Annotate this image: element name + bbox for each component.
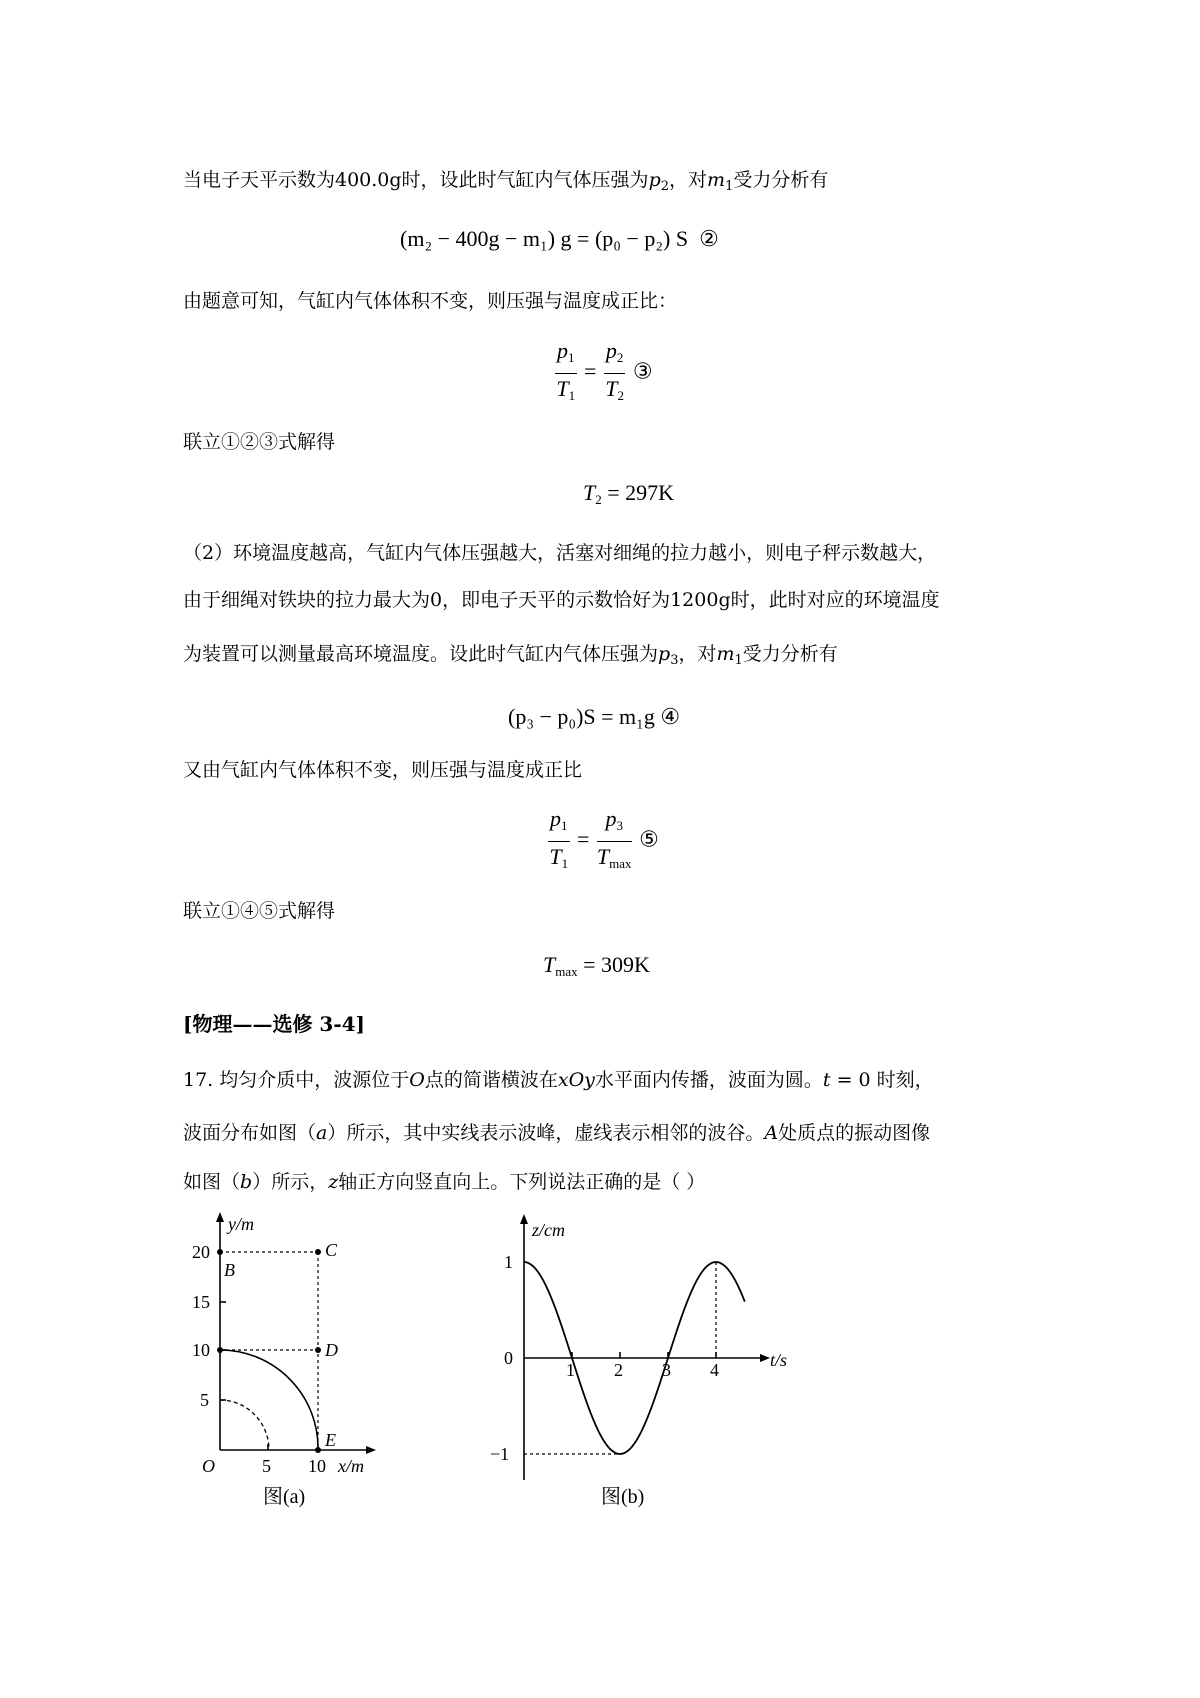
fraction-p1-t1: $\frac{p_1}{T_1}$	[556, 338, 576, 403]
y-tick-15: 15	[192, 1292, 210, 1312]
figure-a-caption: 图(a)	[263, 1486, 306, 1508]
crest-arc	[220, 1350, 318, 1450]
z-tick-0: 0	[504, 1348, 513, 1368]
point-b	[217, 1249, 223, 1255]
x-axis-arrow	[366, 1446, 376, 1454]
t-tick-4: 4	[710, 1360, 719, 1380]
label-b: B	[224, 1260, 235, 1280]
equation-tmax: $T_{max} = 309K$	[543, 952, 650, 979]
paragraph-6: 联立①④⑤式解得	[183, 900, 336, 922]
label-d: D	[325, 1340, 338, 1360]
section-heading: [物理——选修 3-4]	[183, 1012, 366, 1036]
label-c: C	[325, 1240, 338, 1260]
paragraph-4a: （2）环境温度越高，气缸内气体压强越大，活塞对细绳的拉力越小，则电子秤示数越大，	[183, 542, 937, 564]
label-e: E	[325, 1430, 336, 1450]
equation-4: (p₃ − p₀)S = m₁g ④	[508, 704, 681, 729]
y-axis-label: y/m	[228, 1214, 254, 1234]
y-tick-5: 5	[200, 1390, 209, 1410]
question-17-line-3: 如图（b）所示，z轴正方向竖直向上。下列说法正确的是（ ）	[183, 1171, 706, 1193]
point-a-10	[217, 1347, 223, 1353]
equation-5: $\frac{p_1}{T_1}$ = $\frac{p_3}{T_{max}}$ ⑤	[546, 806, 659, 877]
fraction-p1-t1-b: $\frac{p_1}{T_1}$	[549, 806, 569, 871]
question-17-line-2: 波面分布如图（a）所示，其中实线表示波峰，虚线表示相邻的波谷。A处质点的振动图像	[183, 1122, 931, 1144]
figure-b	[480, 1210, 810, 1490]
question-17-line-1: 17. 均匀介质中，波源位于O点的简谐横波在xOy水平面内传播，波面为圆。t = 0 时刻，	[183, 1069, 934, 1091]
equation-3: $\frac{p_1}{T_1}$ = $\frac{p_2}{T_2}$ ③	[553, 338, 653, 409]
t-axis-label: t/s	[770, 1350, 788, 1370]
paragraph-3: 联立①②③式解得	[183, 431, 336, 453]
origin-label: O	[202, 1456, 215, 1476]
paragraph-1: 当电子天平示数为400.0g时，设此时气缸内气体压强为$p_2$，对$m_1$受力分析有	[183, 169, 829, 194]
equation-2: (m₂ − 400g − m₁) g = (p₀ − p₂) S ②	[400, 226, 719, 251]
t-tick-3: 3	[662, 1360, 671, 1380]
y-tick-20: 20	[192, 1242, 210, 1262]
t-tick-2: 2	[614, 1360, 623, 1380]
equation-t2: $T_2 = 297K$	[583, 480, 675, 507]
figure-a	[180, 1210, 410, 1500]
figure-b-caption: 图(b)	[601, 1486, 645, 1508]
t-tick-1: 1	[566, 1360, 575, 1380]
paragraph-5: 又由气缸内气体体积不变，则压强与温度成正比	[183, 759, 583, 781]
z-tick-1: 1	[504, 1252, 513, 1272]
paragraph-4b: 由于细绳对铁块的拉力最大为0，即电子天平的示数恰好为1200g时，此时对应的环境温度	[183, 589, 940, 611]
x-tick-10: 10	[308, 1456, 326, 1476]
x-tick-5: 5	[262, 1456, 271, 1476]
paragraph-2: 由题意可知，气缸内气体体积不变，则压强与温度成正比：	[183, 290, 678, 312]
z-tick-neg1: −1	[490, 1444, 510, 1464]
trough-arc	[220, 1400, 269, 1450]
point-d	[315, 1347, 321, 1353]
fraction-p2-t2: $\frac{p_2}{T_2}$	[605, 338, 625, 403]
y-axis-arrow	[216, 1212, 224, 1222]
z-axis-label: z/cm	[532, 1220, 565, 1240]
point-c	[315, 1249, 321, 1255]
y-tick-10: 10	[192, 1340, 210, 1360]
t-axis-arrow	[760, 1354, 770, 1362]
fraction-p3-tmax: $\frac{p_3}{T_{max}}$	[596, 806, 632, 871]
point-e	[315, 1447, 321, 1453]
x-axis-label: x/m	[338, 1456, 364, 1476]
z-axis-arrow	[520, 1214, 528, 1224]
paragraph-4c: 为装置可以测量最高环境温度。设此时气缸内气体压强为$p_3$，对$m_1$受力分析有	[183, 643, 838, 668]
